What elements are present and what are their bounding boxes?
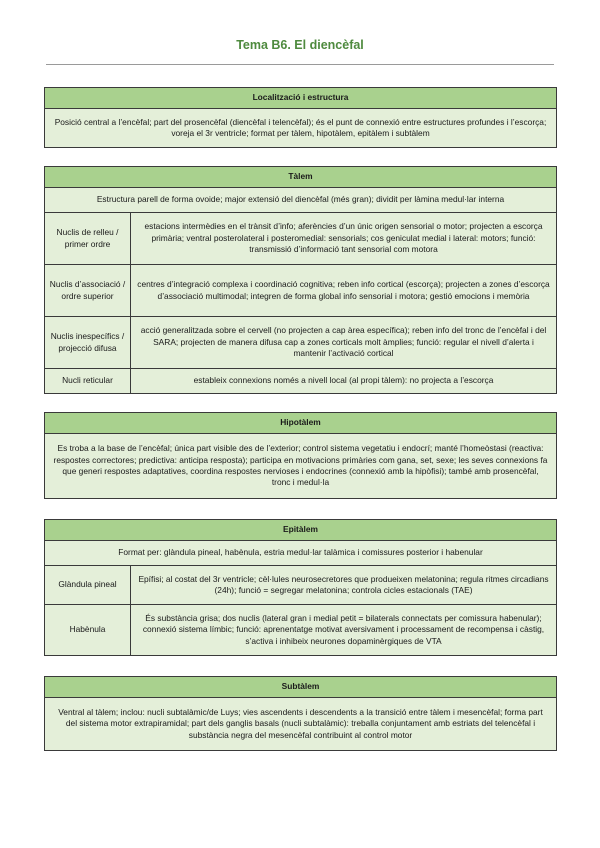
section-text: Es troba a la base de l’encèfal; única part visible des de l’exterior; control sistema vegetatiu i endocrí; manté l’homeòstasi (reactiva: respostes correctores; predictiva: anticipa resposta); participa en motivacions primàries com gana, set, sexe; les seves connexions fa que generi respostes adaptatives, coordina respostes nervioses i endocrines (connexió amb la hipòfisi); també amb prosencèfal, tronc i medul·la	[45, 434, 557, 499]
section-heading: Hipotàlem	[45, 413, 557, 434]
row-label: Nuclis d’associació / ordre superior	[45, 265, 131, 317]
section-heading: Subtàlem	[45, 677, 557, 698]
table-row	[45, 265, 557, 317]
page-title: Tema B6. El diencèfal	[236, 38, 364, 52]
row-text: estacions intermèdies en el trànsit d’info; aferències d’un únic origen sensorial o motor; projecten a escorça primària; ventral posterolateral i posteromedial: sensorials; cos geniculat medial i lateral: motors; funció: transmissió d’informació tant sensorial com motora	[131, 213, 557, 265]
section-intro: Estructura parell de forma ovoide; major extensió del diencèfal (més gran); dividit per làmina medul·lar interna	[45, 188, 557, 213]
table-row	[45, 369, 557, 394]
row-text: acció generalitzada sobre el cervell (no projecten a cap àrea específica); reben info del tronc de l’encèfal i del SARA; projecten de manera difusa cap a zones corticals molt àmplies; funció: regular el nivell d’alerta i mantenir l’activació cortical	[131, 317, 557, 369]
section-localitzacio	[44, 87, 557, 148]
table-row	[45, 566, 557, 605]
title-divider	[46, 64, 554, 65]
row-label: Glàndula pineal	[45, 566, 131, 605]
section-text: Posició central a l’encèfal; part del prosencèfal (diencèfal i telencèfal); és el punt de connexió entre estructures profundes i l’escorça; voreja el 3r ventricle; format per tàlem, hipotàlem, epitàlem i subtàlem	[45, 109, 557, 148]
row-text: centres d’integració complexa i coordinació cognitiva; reben info cortical (escorça); projecten a zones d’escorça d’associació multimodal; integren de forma global info sensorial i motora; gestió emocions i memòria	[131, 265, 557, 317]
section-heading: Localització i estructura	[45, 88, 557, 109]
section-heading: Tàlem	[45, 167, 557, 188]
row-label: Nuclis inespecífics / projecció difusa	[45, 317, 131, 369]
section-intro: Format per: glàndula pineal, habènula, estria medul·lar talàmica i comissures posterior i habenular	[45, 541, 557, 566]
row-label: Habènula	[45, 605, 131, 656]
row-label: Nucli reticular	[45, 369, 131, 394]
row-text: És substància grisa; dos nuclis (lateral gran i medial petit = bilaterals connectats per comissura habenular); connexió sistema límbic; funció: aprenentatge motivat aversivament i processament de recompensa i càstig, s’activa i inhibeix neurones dopaminèrgiques de VTA	[131, 605, 557, 656]
section-subtalem	[44, 676, 557, 751]
row-text: Epífisi; al costat del 3r ventricle; cèl·lules neurosecretores que produeixen melatonina; regula ritmes circadians (24h); funció = segregar melatonina; controla cicles estacionals (TAE)	[131, 566, 557, 605]
section-talem	[44, 166, 557, 394]
table-row	[45, 605, 557, 656]
section-text: Ventral al tàlem; inclou: nucli subtalàmic/de Luys; vies ascendents i descendents a la transició entre tàlem i mesencèfal; forma part del sistema motor extrapiramidal; part dels ganglis basals (nucli subtalàmic): treballa conjuntament amb estriats del telencèfal i substància negra del mesencèfal contribuint al control motor	[45, 698, 557, 751]
table-row	[45, 213, 557, 265]
row-text: estableix connexions només a nivell local (al propi tàlem): no projecta a l’escorça	[131, 369, 557, 394]
section-heading: Epitàlem	[45, 520, 557, 541]
table-row	[45, 317, 557, 369]
row-label: Nuclis de relleu / primer ordre	[45, 213, 131, 265]
section-epitalem	[44, 519, 557, 656]
section-hipotalem	[44, 412, 557, 499]
